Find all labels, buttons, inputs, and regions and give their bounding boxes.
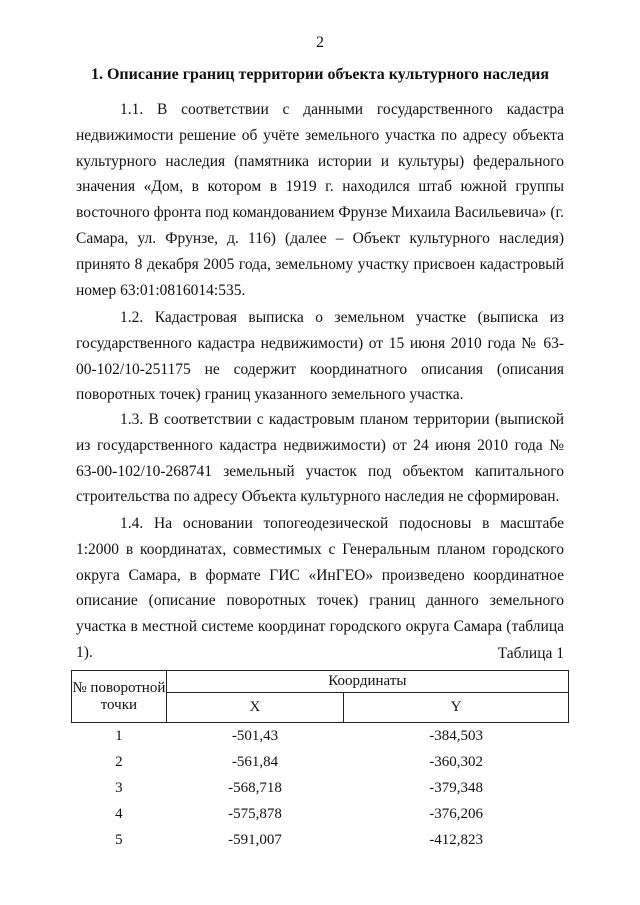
header-y: Y [344,693,569,723]
table-row [72,723,569,750]
coordinates-table-body [72,723,569,854]
coordinates-table [71,670,569,853]
cell-x: -591,007 [228,831,282,848]
cell-y: -379,348 [429,779,483,796]
header-point-number: № поворотной точки [72,671,167,723]
cell-y: -384,503 [429,727,483,744]
section-heading: 1. Описание границ территории объекта культурного наследия [90,66,549,83]
cell-y: -412,823 [429,831,483,848]
cell-n: 4 [115,805,123,822]
cell-y: -360,302 [429,753,483,770]
page-number: 2 [316,34,324,51]
cell-n: 3 [115,779,123,796]
cell-n: 1 [115,727,123,744]
table-row [72,801,569,827]
table-row [72,749,569,775]
cell-x: -575,878 [228,805,282,822]
cell-x: -561,84 [231,753,279,770]
cell-x: -501,43 [231,727,279,744]
cell-n: 5 [115,831,123,848]
header-coordinates: Координаты [166,671,568,693]
paragraph-1-1: 1.1. В соответствии с данными государственного кадастра недвижимости решение об учёте земельного участка по адресу объекта культурного наследия (памятника истории и культуры) федерального значения «Дом, в котором в 1919 г. находился штаб южной группы восточного фронта под командованием Фрунзе Михаила Васильевича» (г. Самара, ул. Фрунзе, д. 116) (далее – Объект культурного наследия) принято 8 декабря 2005 года, земельному участку присвоен кадастровый номер 63:01:0816014:535. [76,101,564,299]
paragraph-1-3: 1.3. В соответствии с кадастровым планом территории (выпиской из государственного кадастра недвижимости) от 24 июня 2010 года № 63-00-102/10-268741 земельный участок под объектом капитального строительства по адресу Объекта культурного наследия не сформирован. [76,411,564,506]
cell-x: -568,718 [228,779,282,796]
paragraph-1-4: 1.4. На основании топогеодезической подосновы в масштабе 1:2000 в координатах, совместимых с Генеральным планом городского округа Самара, в формате ГИС «ИнГЕО» произведено координатное описание (описание поворотных точек) границ данного земельного участка в местной системе координат городского округа Самара (таблица 1). [76,515,564,661]
header-x: X [166,693,343,723]
table-caption: Таблица 1 [497,645,564,662]
table-row [72,775,569,801]
cell-n: 2 [115,753,123,770]
table-row [72,827,569,853]
paragraph-1-2: 1.2. Кадастровая выписка о земельном участке (выписка из государственного кадастра недвижимости) от 15 июня 2010 года № 63-00-102/10-251175 не содержит координатного описания (описания поворотных точек) границ указанного земельного участка. [76,309,564,404]
cell-y: -376,206 [429,805,483,822]
